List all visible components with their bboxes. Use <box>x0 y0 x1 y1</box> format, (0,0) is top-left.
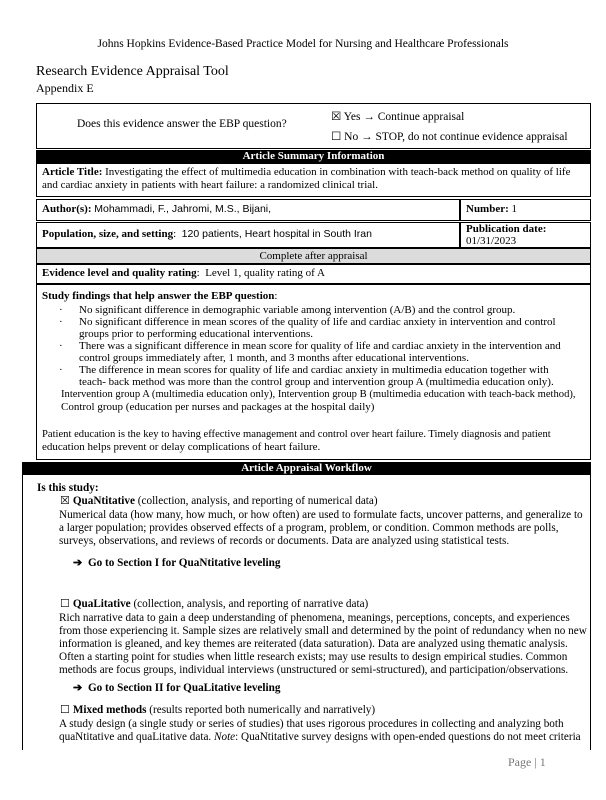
evidence-level-cell: Evidence level and quality rating: Level 1, quality rating of A <box>36 264 591 284</box>
quantitative-option[interactable] <box>60 495 378 508</box>
no-checkbox-option[interactable]: ☐ No → STOP, do not continue evidence appraisal <box>331 131 568 143</box>
page-number: Page | 1 <box>508 755 546 769</box>
yes-checkbox-option[interactable]: ☒ Yes → Continue appraisal <box>331 111 465 123</box>
mixed-methods-subtitle: (results reported both numerically and narratively) <box>146 704 376 716</box>
mixed-methods-description-line <box>59 731 581 744</box>
finding-item-continued: teach- back method was more than the control group and intervention group A (multimedia education only). <box>79 376 554 388</box>
bullet-marker: · <box>59 316 63 328</box>
population-label: Population, size, and setting <box>42 228 174 240</box>
mixed-methods-title: Mixed methods <box>72 704 147 716</box>
population-cell: Population, size, and setting: 120 patients, Heart hospital in South Iran <box>36 222 460 248</box>
finding-item-continued: control groups immediately after, 1 month, and 3 months after educational interventions. <box>79 352 469 364</box>
authors-value: Mohammadi, F., Jahromi, M.S., Bijani, <box>94 203 272 215</box>
bullet-marker: · <box>59 364 63 376</box>
quantitative-subtitle: (collection, analysis, and reporting of numerical data) <box>134 495 378 507</box>
mixed-methods-checkbox[interactable]: ☐ <box>60 704 71 716</box>
qualitative-description-line: Often a starting point for studies when little research exists; may use results to design empirical studies. Common <box>59 651 568 663</box>
qualitative-description-line: methods are focus groups, individual interviews (unstructured or semi-structured), and participation/observations. <box>59 664 569 676</box>
article-summary-heading: Article Summary Information <box>36 150 591 163</box>
qualitative-goto-text: Go to Section II for QuaLitative leveling <box>87 682 281 694</box>
mixed-methods-text: quaNtitative and quaLitative data. <box>59 731 215 743</box>
conclusion-line: education helps prevent or delay complications of heart failure. <box>42 441 321 453</box>
qualitative-goto-link[interactable] <box>73 682 280 695</box>
ebp-question-text: Does this evidence answer the EBP question? <box>77 118 287 130</box>
qualitative-option[interactable] <box>60 598 368 611</box>
evidence-level-value: Level 1, quality rating of A <box>205 267 325 279</box>
finding-item: No significant difference in demographic variable among intervention (A/B) and the control group. <box>79 304 516 316</box>
finding-item: There was a significant difference in mean score for quality of life and cardiac anxiety in the intervention and <box>79 340 561 352</box>
article-title-label: Article Title: <box>42 166 103 178</box>
is-this-study-label: Is this study: <box>37 482 99 494</box>
arrow-right-icon: ➔ <box>73 682 83 694</box>
number-cell <box>460 199 591 221</box>
bullet-marker: · <box>59 304 63 316</box>
publication-date-value: 01/31/2023 <box>466 234 517 247</box>
page-header: Johns Hopkins Evidence-Based Practice Model for Nursing and Healthcare Professionals <box>97 38 509 50</box>
intervention-groups-line: Intervention group A (multimedia education only), Intervention group B (multimedia education with teach-back method), <box>61 389 576 400</box>
article-title-value: Investigating the effect of multimedia education in combination with teach-back method on quality of life and cardiac anxiety in patients with heart failure: a randomized clinical trial. <box>42 166 571 191</box>
appraisal-workflow-section <box>22 474 591 750</box>
study-findings-cell: Study findings that help answer the EBP question: · No significant difference in demographic variable among intervention (A/B) and the control group. · No significant difference in mean scores of the quality of life and cardiac anxiety in intervention and control groups prior to performing educational interventions. · There was a significant difference in mean score for quality of life and cardiac anxiety in the intervention and control groups immediately after, 1 month, and 3 months after educational interventions. · The difference in mean scores for quality of life and cardiac anxiety in multimedia education together with teach- back method was more than the control group and intervention group A (multimedia education only). Intervention group A (multimedia education only), Intervention group B (multimedia education with teach-back method), Control group (education per nurses and packages at the hospital daily) Patient education is the key to having effective management and control over heart failure. Timely diagnosis and patient education helps prevent or delay complications of heart failure. <box>36 284 591 460</box>
authors-cell <box>36 199 460 221</box>
qualitative-checkbox[interactable]: ☐ <box>60 598 71 610</box>
quantitative-description-line: surveys, observations, and reviews of records or documents. Data are analyzed using statistical tests. <box>59 535 510 547</box>
quantitative-checkbox[interactable]: ☒ <box>60 495 71 507</box>
qualitative-description-line: from those experiencing it. Sample sizes are relatively small and determined by the point of redundancy when no new <box>59 625 587 637</box>
bullet-marker: · <box>59 340 63 352</box>
quantitative-title: QuaNtitative <box>72 495 135 507</box>
qualitative-description-line: Rich narrative data to gain a deep understanding of phenomena, meanings, perceptions, concepts, and experiences <box>59 612 570 624</box>
complete-after-appraisal: Complete after appraisal <box>36 248 591 264</box>
document-title: Research Evidence Appraisal Tool <box>36 64 229 79</box>
publication-date-cell <box>460 222 591 248</box>
mixed-methods-note-text: : QuaNtitative survey designs with open-ended questions do not meet criteria <box>235 731 581 743</box>
appraisal-workflow-heading: Article Appraisal Workflow <box>22 462 591 475</box>
conclusion-line: Patient education is the key to having effective management and control over heart failure. Timely diagnosis and patient <box>42 429 551 440</box>
arrow-right-icon: ➔ <box>73 557 83 569</box>
quantitative-description-line: Numerical data (how many, how much, or how often) are used to formulate facts, uncover patterns, and generalize to <box>59 509 583 521</box>
note-label: Note <box>214 731 236 743</box>
mixed-methods-description-line: A study design (a single study or series of studies) that uses rigorous procedures in collecting and analyzing both <box>59 718 564 730</box>
finding-item-continued: groups prior to performing educational interventions. <box>79 328 313 340</box>
number-label: Number: <box>466 203 509 215</box>
quantitative-description-line: a larger population; provides observed effects of a program, problem, or condition. Common methods are polls, <box>59 522 559 534</box>
qualitative-subtitle: (collection, analysis, and reporting of narrative data) <box>130 598 369 610</box>
quantitative-goto-link[interactable] <box>73 557 280 570</box>
finding-item: The difference in mean scores for quality of life and cardiac anxiety in multimedia education together with <box>79 364 549 376</box>
population-value: 120 patients, Heart hospital in South Iran <box>181 228 372 240</box>
publication-date-label: Publication date: <box>466 223 547 235</box>
authors-label: Author(s): <box>42 203 92 215</box>
finding-item: No significant difference in mean scores of the quality of life and cardiac anxiety in intervention and control <box>79 316 556 328</box>
evidence-level-label: Evidence level and quality rating <box>42 267 197 279</box>
control-group-line: Control group (education per nurses and packages at the hospital daily) <box>61 401 375 413</box>
qualitative-title: QuaLitative <box>72 598 131 610</box>
mixed-methods-option[interactable] <box>60 704 375 717</box>
quantitative-goto-text: Go to Section I for QuaNtitative leveling <box>87 557 281 569</box>
number-value: 1 <box>511 203 518 215</box>
findings-label: Study findings that help answer the EBP question <box>42 290 275 302</box>
ebp-question-box <box>36 103 591 149</box>
article-title-cell <box>36 163 591 197</box>
qualitative-description-line: information is gleaned, and key themes are reiterated (data saturation). Data are analyzed using thematic analysis. <box>59 638 568 650</box>
document-subtitle: Appendix E <box>36 81 94 95</box>
